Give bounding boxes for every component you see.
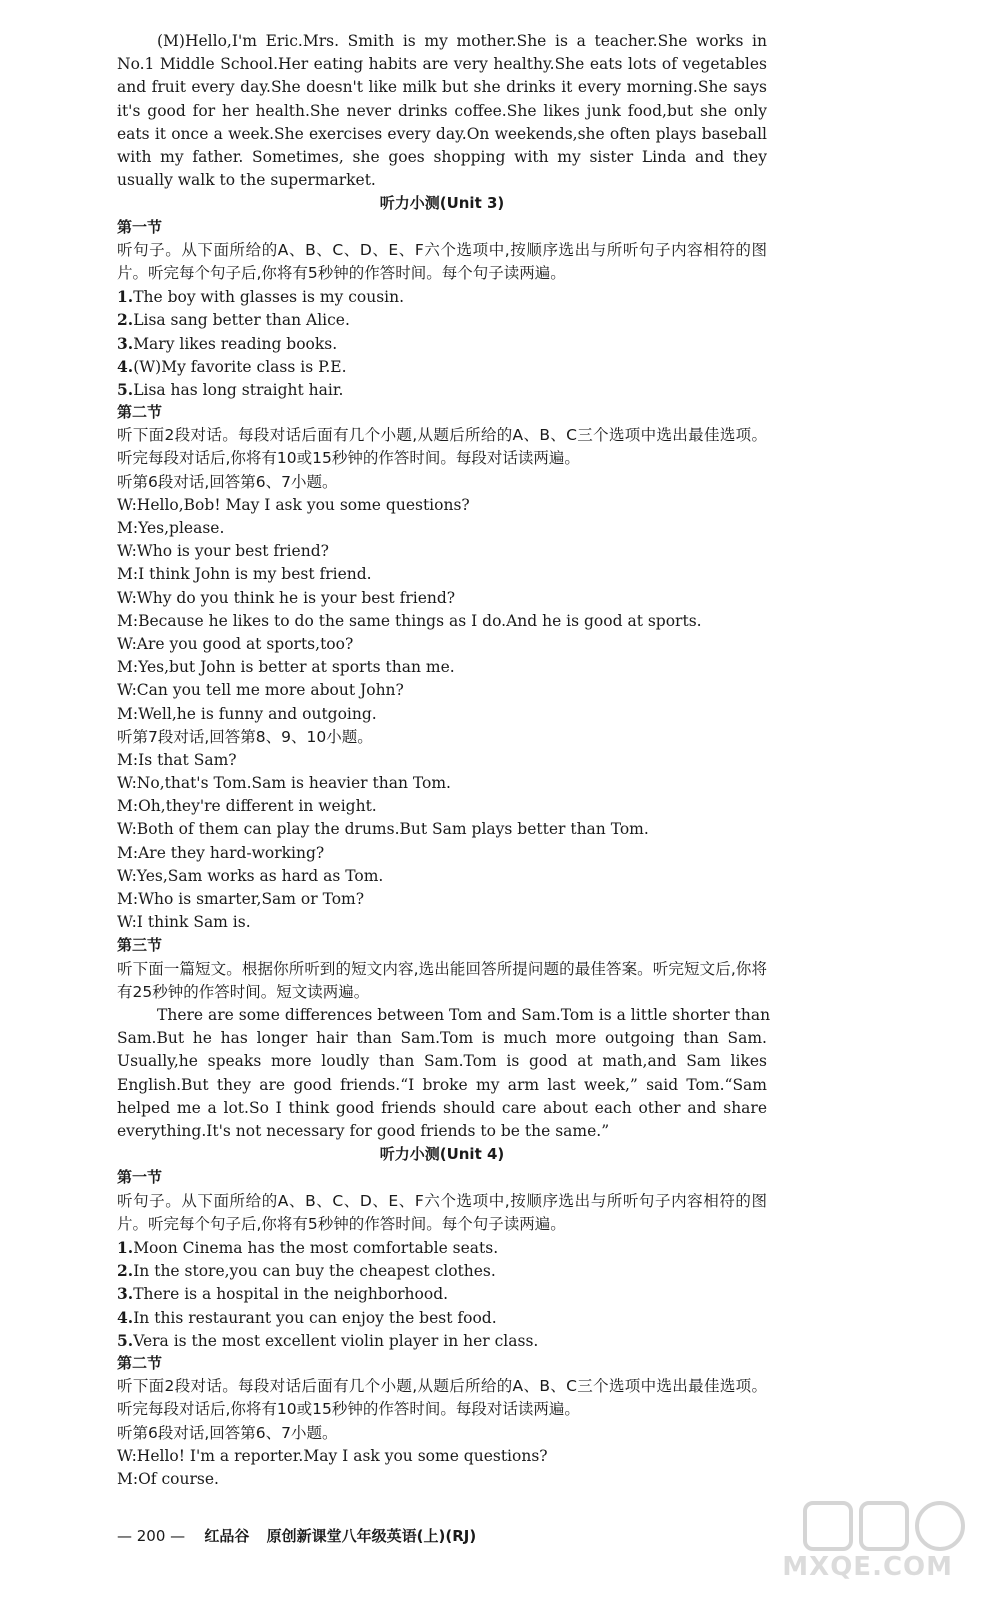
list-item: 4.(W)My favorite class is P.E. — [117, 356, 347, 376]
watermark-text: MXQE.COM — [782, 1552, 953, 1582]
watermark-logo — [775, 1495, 975, 1590]
dialog-line: M:Well,he is funny and outgoing. — [117, 704, 377, 723]
intro-passage — [117, 30, 767, 192]
dialog-line: W:No,that's Tom.Sam is heavier than Tom. — [117, 774, 451, 793]
dialog-line: W:I think Sam is. — [117, 913, 251, 932]
list-item: 5.Vera is the most excellent violin player in her class. — [117, 1330, 539, 1350]
dialog-intro: 听第6段对话,回答第6、7小题。 — [117, 1423, 338, 1442]
passage-line: Sam.But he has longer hair than Sam.Tom is much more outgoing than Sam. — [117, 1029, 767, 1048]
passage-line: Usually,he speaks more loudly than Sam.Tom is good at math,and Sam likes — [117, 1052, 767, 1071]
dialog-line: M:Yes,please. — [117, 519, 225, 538]
unit3-section2-heading: 第二节 — [117, 403, 163, 422]
dialog-line: W:Can you tell me more about John? — [117, 681, 404, 700]
passage-line: There are some differences between Tom and Sam.Tom is a little shorter than — [157, 1006, 771, 1025]
dialog-line: W:Yes,Sam works as hard as Tom. — [117, 866, 384, 885]
dialog-line: W:Hello! I'm a reporter.May I ask you some questions? — [117, 1446, 548, 1465]
unit4-section1-heading: 第一节 — [117, 1168, 163, 1187]
passage-line: and fruit every day.She doesn't like milk but she drinks it every morning.She says — [117, 78, 767, 97]
book-title: 原创新课堂八年级英语(上)(RJ) — [266, 1527, 477, 1545]
unit4-section1-instructions: 听句子。从下面所给的A、B、C、D、E、F六个选项中,按顺序选出与所听句子内容相符的图片。听完每个句子后,你将有5秒钟的作答时间。每个句子读两遍。 — [117, 1191, 767, 1233]
passage-line: usually walk to the supermarket. — [117, 171, 376, 190]
dialog-line: M:Are they hard-working? — [117, 843, 325, 862]
unit3-section1-instructions: 听句子。从下面所给的A、B、C、D、E、F六个选项中,按顺序选出与所听句子内容相符的图片。听完每个句子后,你将有5秒钟的作答时间。每个句子读两遍。 — [117, 240, 767, 282]
dialog-line: M:Because he likes to do the same things as I do.And he is good at sports. — [117, 611, 702, 630]
page-number: — 200 — — [117, 1527, 186, 1545]
dialog-line: W:Who is your best friend? — [117, 542, 329, 561]
list-item: 1.The boy with glasses is my cousin. — [117, 287, 405, 307]
passage-line: with my father. Sometimes, she goes shopping with my sister Linda and they — [117, 147, 767, 166]
unit3-section1-heading: 第一节 — [117, 217, 163, 236]
list-item: 2.Lisa sang better than Alice. — [117, 310, 350, 330]
dialog-line: W:Hello,Bob! May I ask you some questions? — [117, 495, 470, 514]
dialog-line: W:Both of them can play the drums.But Sam plays better than Tom. — [117, 820, 649, 839]
dialog-line: M:Oh,they're different in weight. — [117, 797, 377, 816]
list-item: 1.Moon Cinema has the most comfortable seats. — [117, 1237, 499, 1257]
dialog-intro: 听第7段对话,回答第8、9、10小题。 — [117, 727, 373, 746]
unit4-title: 听力小测(Unit 4) — [379, 1145, 505, 1164]
passage-line: English.But they are good friends.“I broke my arm last week,” said Tom.“Sam — [117, 1075, 767, 1094]
passage-line: it's good for her health.She never drinks coffee.She likes junk food,but she only — [117, 101, 767, 120]
unit4-section2-instructions: 听下面2段对话。每段对话后面有几个小题,从题后所给的A、B、C三个选项中选出最佳选项。听完每段对话后,你将有10或15秒钟的作答时间。每段对话读两遍。 — [117, 1377, 767, 1419]
dialog-line: M:I think John is my best friend. — [117, 565, 372, 584]
page-content — [117, 30, 771, 1491]
passage-line: everything.It's not necessary for good friends to be the same.” — [117, 1121, 610, 1140]
page-footer — [117, 1525, 488, 1546]
passage-line: (M)Hello,I'm Eric.Mrs. Smith is my mother.She is a teacher.She works in — [157, 32, 767, 50]
dialog-line: M:Is that Sam? — [117, 750, 237, 769]
passage-line: helped me a lot.So I think good friends should care about each other and share — [117, 1098, 767, 1117]
dialog-line: W:Are you good at sports,too? — [117, 634, 354, 653]
dialog-line: W:Why do you think he is your best friend? — [117, 588, 456, 607]
list-item: 5.Lisa has long straight hair. — [117, 379, 344, 399]
list-item: 3.There is a hospital in the neighborhood. — [117, 1284, 449, 1304]
dialog-intro: 听第6段对话,回答第6、7小题。 — [117, 472, 338, 491]
passage-line: No.1 Middle School.Her eating habits are very healthy.She eats lots of vegetables — [117, 55, 767, 74]
list-item: 2.In the store,you can buy the cheapest clothes. — [117, 1261, 496, 1281]
dialog-line: M:Of course. — [117, 1469, 219, 1488]
brand-name: 红品谷 — [204, 1527, 250, 1545]
unit4-section2-heading: 第二节 — [117, 1353, 163, 1372]
list-item: 3.Mary likes reading books. — [117, 333, 338, 353]
dialog-line: M:Yes,but John is better at sports than me. — [117, 658, 455, 677]
list-item: 4.In this restaurant you can enjoy the best food. — [117, 1307, 497, 1327]
unit3-title: 听力小测(Unit 3) — [379, 194, 505, 213]
dialog-line: M:Who is smarter,Sam or Tom? — [117, 890, 365, 909]
unit3-passage — [117, 1004, 771, 1143]
unit3-section3-heading: 第三节 — [117, 936, 163, 955]
unit3-section3-instructions: 听下面一篇短文。根据你所听到的短文内容,选出能回答所提问题的最佳答案。听完短文后,你将有25秒钟的作答时间。短文读两遍。 — [117, 959, 767, 1001]
unit3-section2-instructions: 听下面2段对话。每段对话后面有几个小题,从题后所给的A、B、C三个选项中选出最佳选项。听完每段对话后,你将有10或15秒钟的作答时间。每段对话读两遍。 — [117, 426, 767, 468]
passage-line: eats it once a week.She exercises every day.On weekends,she often plays baseball — [117, 124, 767, 143]
